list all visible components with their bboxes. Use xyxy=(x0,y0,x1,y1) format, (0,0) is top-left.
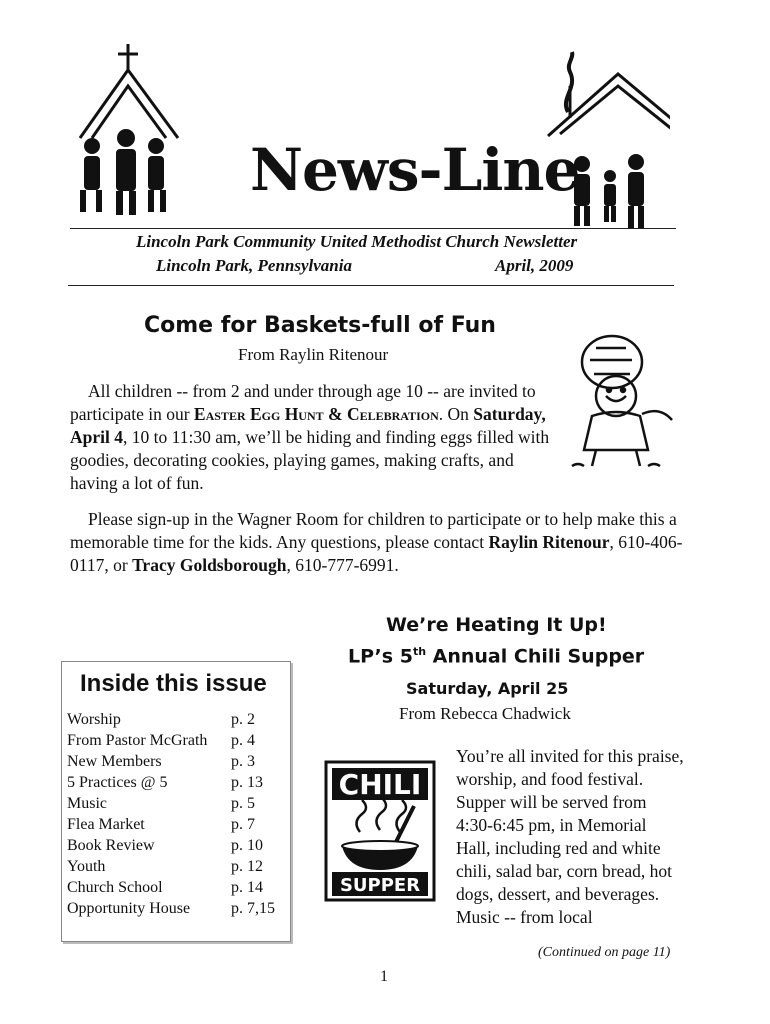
toc-row: Opportunity House p. 7,15 xyxy=(67,900,275,917)
toc-row: New Members p. 3 xyxy=(67,753,255,770)
newsletter-location: Lincoln Park, Pennsylvania xyxy=(156,256,352,275)
chili-logo-top-text: CHILI xyxy=(338,768,422,801)
child-with-egg-illustration xyxy=(566,330,686,475)
toc-row: From Pastor McGrath p. 4 xyxy=(67,732,255,749)
toc-row: Flea Market p. 7 xyxy=(67,816,255,833)
toc-row: Youth p. 12 xyxy=(67,858,263,875)
easter-byline: From Raylin Ritenour xyxy=(238,345,389,364)
continued-note: (Continued on page 11) xyxy=(538,945,671,960)
toc-row: Music p. 5 xyxy=(67,795,255,812)
toc-row: Worship p. 2 xyxy=(67,711,255,728)
page-number: 1 xyxy=(380,968,388,985)
inside-this-issue-box xyxy=(61,661,291,942)
chili-supper-logo xyxy=(324,760,436,902)
toc-row: 5 Practices @ 5 p. 13 xyxy=(67,774,263,791)
toc-row: Church School p. 14 xyxy=(67,879,263,896)
chili-body: You’re all invited for this praise, worship, and food festival. Supper will be served from 4:30-6:45 pm, in Memorial Hall, including red and white chili, salad bar, corn bread, hot dogs, dessert, and beverages. Music -- from local xyxy=(456,746,684,927)
easter-headline: Come for Baskets-full of Fun xyxy=(144,313,496,338)
toc-row: Book Review p. 10 xyxy=(67,837,263,854)
chili-headline-2: LP’s 5th Annual Chili Supper xyxy=(348,645,645,668)
header-rule-top xyxy=(70,228,676,229)
masthead xyxy=(70,38,670,228)
easter-paragraph-1: All children -- from 2 and under through age 10 -- are invited to participate in our Easter Egg Hunt & Celebration. On Saturday, April 4, 10 to 11:30 am, we’ll be hiding and finding eggs filled with goodies, decorating cookies, playing games, making crafts, and having a lot of fun. xyxy=(70,381,550,493)
chili-logo-bottom-text: SUPPER xyxy=(339,875,421,896)
chili-byline: From Rebecca Chadwick xyxy=(399,704,571,723)
newsletter-date: April, 2009 xyxy=(495,256,574,275)
header-rule-bottom xyxy=(68,285,674,286)
chili-headline-1: We’re Heating It Up! xyxy=(386,614,607,636)
easter-paragraph-2: Please sign-up in the Wagner Room for children to participate or to help make this a memorable time for the kids. Any questions, please contact Raylin Ritenour, 610-406-0117, or Tracy Goldsborough, 610-777-6991. xyxy=(70,509,683,575)
newsletter-subtitle: Lincoln Park Community United Methodist Church Newsletter xyxy=(136,232,578,251)
newsletter-title: News-Line xyxy=(250,136,580,204)
inside-this-issue-title: Inside this issue xyxy=(80,670,267,697)
chili-date: Saturday, April 25 xyxy=(406,679,569,698)
